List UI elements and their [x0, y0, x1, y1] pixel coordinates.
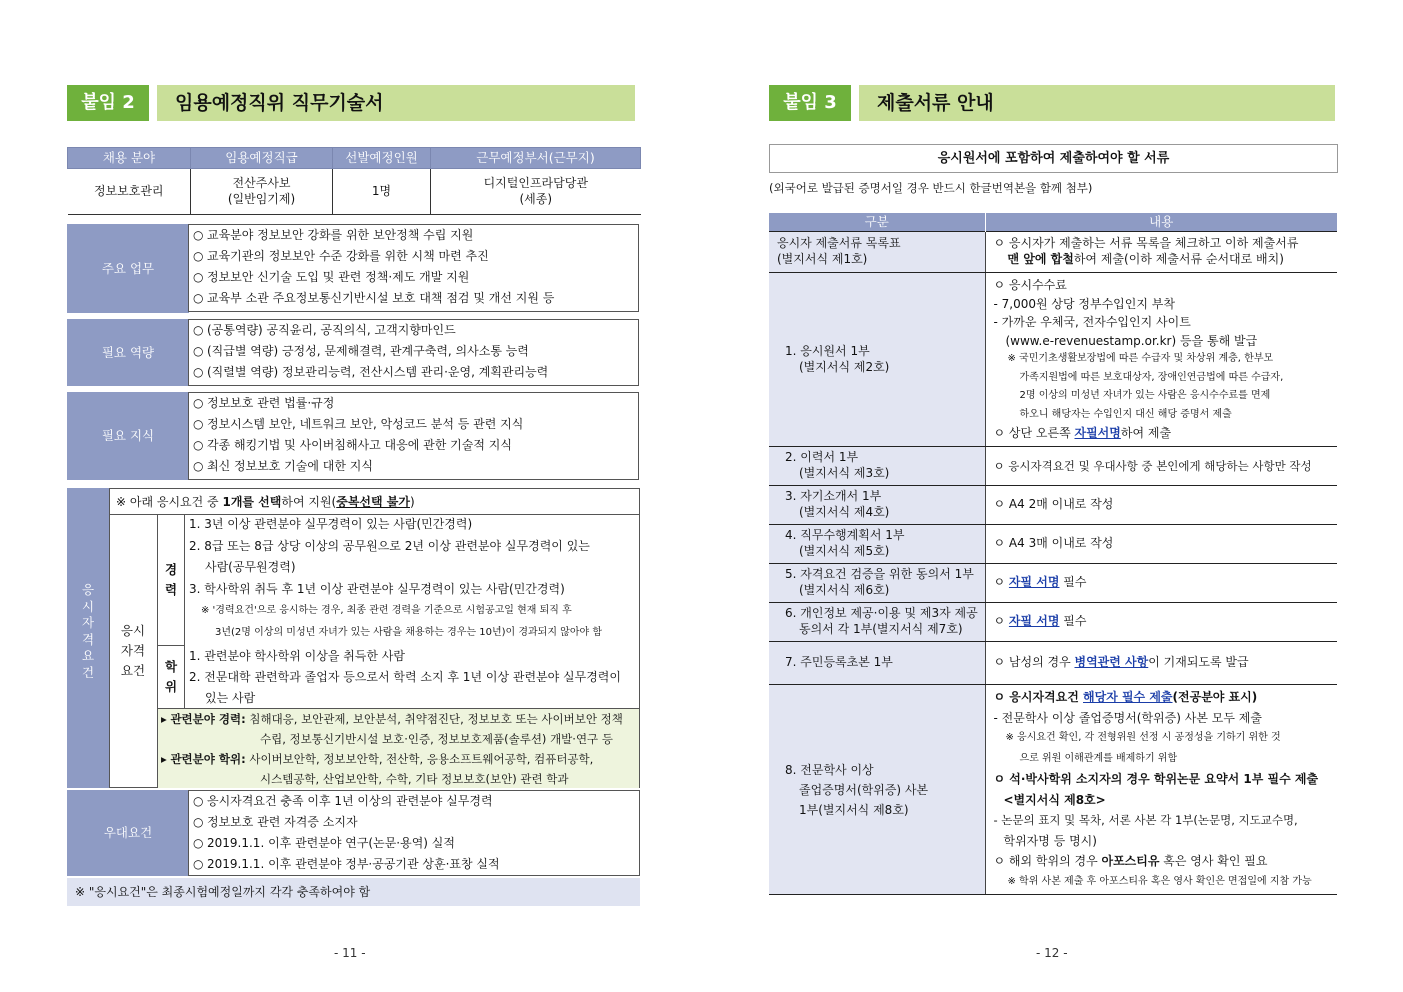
edu-item-1: 1. 관련분야 학사학위 이상을 취득한 사람 [189, 649, 405, 663]
edu-item-2b: 있는 사람 [205, 691, 256, 705]
edu-list [189, 646, 639, 709]
left-header [67, 85, 635, 121]
doc-name: 2. 이력서 1부 (별지서식 제3호) [769, 447, 985, 486]
doc-name: 3. 자기소개서 1부 (별지서식 제4호) [769, 486, 985, 525]
pref-3: ○ 2019.1.1. 이후 관련분야 연구(논문·용역) 실적 [193, 836, 455, 850]
pref-label-cell [67, 790, 189, 876]
doc-row [769, 525, 1337, 564]
grade-line2: (일반임기제) [227, 191, 296, 206]
doc-row [769, 564, 1337, 603]
translation-note: (외국어로 발급된 증명서일 경우 반드시 한글번역본을 함께 첨부) [769, 181, 1093, 195]
doc-name: 5. 자격요건 검증을 위한 동의서 1부 (별지서식 제6호) [769, 564, 985, 603]
exp-note-2: 3년(2명 이상의 미성년 자녀가 있는 사람을 채용하는 경우는 10년)이 경과되지 않아야 함 [215, 626, 602, 638]
req-label-cell [109, 514, 158, 788]
doc-name: 8. 전문학사 이상 졸업증명서(학위증) 사본 1부(별지서식 제8호) [769, 685, 985, 895]
comp-label: 필요 역량 [101, 345, 155, 360]
footnote: ※ "응시요건"은 최종시험예정일까지 각각 충족하여야 함 [67, 878, 640, 906]
doc-desc: ㅇ A4 3매 이내로 작성 [985, 525, 1337, 564]
doc-row [769, 642, 1337, 685]
comp-3: ○ (직렬별 역량) 정보관리능력, 전산시스템 관리·운영, 계획관리능력 [193, 365, 549, 379]
dept-line1: 디지털인프라담당관 [483, 175, 588, 190]
attachment-tag: 붙임 3 [769, 85, 851, 121]
grade-cell [191, 169, 333, 215]
comp-2: ○ (직급별 역량) 긍정성, 문제해결력, 관계구축력, 의사소통 능력 [193, 344, 529, 358]
req-label-1: 응시 [120, 623, 146, 638]
doc-desc: ㅇ 응시자격요건 해당자 필수 제출(전공분야 표시) - 전문학사 이상 졸업증명서(학위증) 사본 모두 제출 ※ 응시요건 확인, 각 전형위원 선정 시 공정성을 기하기 위한 것 으로 위원 이해관계를 배제하기 위함 ㅇ 석·박사학위 소지자의 경우 학위논문 요약서 1부 필수 제출 <별지서식 제8호> - 논문의 표지 및 목차, 서론 사본 각 1부(논문명, 지도교수명, 학위자명 등 명시) ㅇ 해외 학위의 경우 아포스티유 혹은 영사 확인 필요 ※ 학위 사본 제출 후 아포스티유 혹은 영사 확인은 면접일에 지참 가능 [985, 685, 1337, 895]
doc-name: 4. 직무수행계획서 1부 (별지서식 제5호) [769, 525, 985, 564]
col-field: 채용 분야 [68, 148, 191, 169]
field-edu-line1: ▸ 관련분야 학위: 사이버보안학, 정보보안학, 전산학, 응용소프트웨어공학, 컴퓨터공학, [161, 752, 594, 766]
doc-name: 1. 응시원서 1부 (별지서식 제2호) [769, 273, 985, 447]
pref-box [188, 790, 640, 876]
field-cell: 정보보호관리 [68, 169, 191, 215]
page-title: 제출서류 안내 [859, 85, 1335, 121]
exp-label-2: 력 [164, 582, 178, 597]
doc-row [769, 603, 1337, 642]
know-3: ○ 각종 해킹기법 및 사이버침해사고 대응에 관한 기술적 지식 [193, 438, 512, 452]
know-1: ○ 정보보호 관련 법률·규정 [193, 396, 335, 410]
field-box [158, 708, 639, 788]
doc-row [769, 447, 1337, 486]
doc-box-title: 응시원서에 포함하여 제출하여야 할 서류 [769, 144, 1338, 173]
pref-1: ○ 응시자격요건 충족 이후 1년 이상의 관련분야 실무경력 [193, 794, 493, 808]
duty-4: ○ 교육부 소관 주요정보통신기반시설 보호 대책 점검 및 개선 지원 등 [193, 291, 555, 305]
col-count: 선발예정인원 [333, 148, 431, 169]
doc-desc: ㅇ 남성의 경우 병역관련 사항이 기재되도록 발급 [985, 642, 1337, 685]
know-label-cell [67, 392, 189, 480]
know-4: ○ 최신 정보보호 기술에 대한 지식 [193, 459, 373, 473]
attachment-tag: 붙임 2 [67, 85, 149, 121]
qual-label: 응시자격요건 [81, 582, 95, 680]
documents-table [769, 213, 1337, 895]
exp-list [189, 514, 639, 643]
edu-label-2: 위 [164, 679, 178, 694]
right-header [769, 85, 1337, 121]
duties-label: 주요 업무 [101, 261, 155, 276]
doc-row [769, 232, 1337, 273]
doc-desc: ㅇ 응시자격요건 및 우대사항 중 본인에게 해당하는 사항만 작성 [985, 447, 1337, 486]
comp-1: ○ (공통역량) 공직윤리, 공직의식, 고객지향마인드 [193, 323, 456, 337]
req-label-2: 자격 [120, 643, 146, 658]
pref-label: 우대요건 [103, 825, 153, 840]
doc-name: 응시자 제출서류 목록표 (별지서식 제1호) [769, 232, 985, 273]
col-content: 내용 [985, 213, 1337, 232]
doc-name: 6. 개인정보 제공·이용 및 제3자 제공 동의서 각 1부(별지서식 제7호) [769, 603, 985, 642]
know-2: ○ 정보시스템 보안, 네트워크 보안, 악성코드 분석 등 관련 지식 [193, 417, 524, 431]
field-exp-line1: ▸ 관련분야 경력: 침해대응, 보안관제, 보안분석, 취약점진단, 정보보호 또는 사이버보안 정책 [161, 712, 623, 726]
page-number: - 11 - [334, 946, 366, 960]
edu-label-cell [158, 646, 185, 708]
col-category: 구분 [769, 213, 985, 232]
doc-name: 7. 주민등록초본 1부 [769, 642, 985, 685]
doc-row [769, 273, 1337, 447]
duty-3: ○ 정보보안 신기술 도입 및 관련 정책·제도 개발 지원 [193, 270, 470, 284]
doc-desc: ㅇ 자필 서명 필수 [985, 603, 1337, 642]
page-title: 임용예정직위 직무기술서 [157, 85, 635, 121]
dept-line2: (세종) [519, 191, 553, 206]
field-edu-line2: 시스템공학, 산업보안학, 수학, 기타 정보보호(보안) 관련 학과 [260, 772, 569, 786]
field-exp-line2: 수립, 정보통신기반시설 보호·인증, 정보보호제품(솔루션) 개발·연구 등 [260, 732, 613, 746]
comp-label-cell [67, 319, 189, 386]
duty-1: ○ 교육분야 정보보안 강화를 위한 보안정책 수립 지원 [193, 228, 474, 242]
exp-item-1: 1. 3년 이상 관련분야 실무경력이 있는 사람(민간경력) [189, 517, 473, 531]
exp-item-2: 2. 8급 또는 8급 상당 이상의 공무원으로 2년 이상 관련분야 실무경력이 있는 [189, 538, 590, 553]
doc-desc: ㅇ 응시자가 제출하는 서류 목록을 체크하고 이하 제출서류 맨 앞에 합철하여 제출(이하 제출서류 순서대로 배치) [985, 232, 1337, 273]
col-grade: 임용예정직급 [191, 148, 333, 169]
doc-desc: ㅇ A4 2매 이내로 작성 [985, 486, 1337, 525]
pref-4: ○ 2019.1.1. 이후 관련분야 정부·공공기관 상훈·표창 실적 [193, 857, 500, 871]
exp-item-3: 3. 학사학위 취득 후 1년 이상 관련분야 실무경력이 있는 사람(민간경력) [189, 581, 565, 596]
doc-row [769, 685, 1337, 895]
dept-cell [431, 169, 641, 215]
doc-desc: ㅇ 자필 서명 필수 [985, 564, 1337, 603]
duty-2: ○ 교육기관의 정보보안 수준 강화를 위한 시책 마련 추진 [193, 249, 489, 263]
doc-desc: ㅇ 응시수수료 - 7,000원 상당 정부수입인지 부착 - 가까운 우체국, 전자수입인지 사이트 (www.e-revenuestamp.or.kr) 등을 통해 발급 ※ 국민기초생활보장법에 따른 수급자 및 차상위 계층, 한부모 가족지원법에 따른 보호대상자, 장애인연금법에 따른 수급자, 2명 이상의 미성년 자녀가 있는 사람은 응시수수료를 면제 하오니 해당자는 수입인지 대신 해당 증명서 제출 ㅇ 상단 오른쪽 자필서명하여 제출 [985, 273, 1337, 447]
exp-label-cell [158, 514, 185, 646]
qual-label-cell [67, 488, 109, 788]
col-dept: 근무예정부서(근무지) [431, 148, 641, 169]
req-label-3: 요건 [120, 663, 146, 678]
qual-note: ※ 아래 응시요건 중 1개를 선택하여 지원(중복선택 불가) [116, 495, 415, 509]
doc-row [769, 486, 1337, 525]
comp-box [188, 319, 639, 386]
edu-item-2: 2. 전문대학 관련학과 졸업자 등으로서 학력 소지 후 1년 이상 관련분야 실무경력이 [189, 670, 621, 684]
pref-2: ○ 정보보호 관련 자격증 소지자 [193, 815, 358, 829]
grade-line1: 전산주사보 [232, 175, 291, 190]
know-label: 필요 지식 [101, 428, 155, 443]
count-cell: 1명 [333, 169, 431, 215]
job-info-table [67, 147, 641, 215]
exp-label-1: 경 [164, 562, 178, 577]
know-box [188, 392, 639, 480]
exp-note-1: ※ '경력요건'으로 응시하는 경우, 최종 관련 경력을 기준으로 시험공고일 현재 퇴직 후 [201, 605, 572, 616]
exp-item-2b: 사람(공무원경력) [205, 560, 296, 574]
duties-box [188, 224, 639, 312]
page-number: - 12 - [1036, 946, 1068, 960]
duties-label-cell [67, 224, 189, 313]
edu-label-1: 학 [164, 659, 178, 674]
